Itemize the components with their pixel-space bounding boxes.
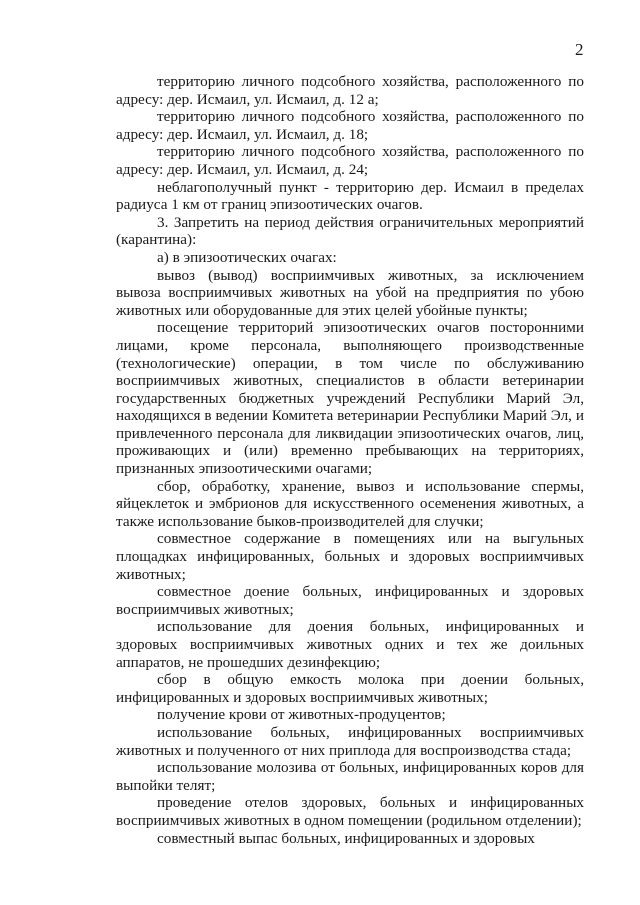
paragraph: а) в эпизоотических очагах: — [157, 248, 337, 266]
paragraph: сбор в общую емкость молока при доении больных, инфицированных и здоровых восприимчивых животных; — [116, 671, 584, 706]
paragraph: проведение отелов здоровых, больных и инфицированных восприимчивых животных в одном помещении (родильном отделении); — [116, 794, 584, 829]
paragraph: территорию личного подсобного хозяйства, расположенного по адресу: дер. Исмаил, ул. Исмаил, д. 18; — [116, 108, 584, 143]
paragraph: 3. Запретить на период действия ограничительных мероприятий (карантина): — [116, 213, 584, 249]
paragraph: использование молозива от больных, инфицированных коров для выпойки телят; — [116, 759, 584, 794]
paragraph: совместное доение больных, инфицированных и здоровых восприимчивых животных; — [116, 583, 584, 618]
paragraph: использование для доения больных, инфицированных и здоровых восприимчивых животных одних и тех же доильных аппаратов, не прошедших дезинфекцию; — [116, 618, 584, 671]
paragraph: совместное содержание в помещениях или на выгульных площадках инфицированных, больных и здоровых восприимчивых животных; — [116, 530, 584, 583]
paragraph: вывоз (вывод) восприимчивых животных, за исключением вывоза восприимчивых животных на убой на предприятия по убою животных или оборудованные для этих целей убойные пункты; — [116, 266, 584, 319]
paragraph: территорию личного подсобного хозяйства, расположенного по адресу: дер. Исмаил, ул. Исмаил, д. 12 а; — [116, 73, 584, 108]
paragraph: получение крови от животных-продуцентов; — [157, 706, 446, 724]
paragraph: посещение территорий эпизоотических очагов посторонними лицами, кроме персонала, выполняющего производственные (технологические) операции, в том числе по обслуживанию восприимчивых животных, специалистов в области ветеринарии государственных бюджетных учреждений Республики Марий Эл, находящихся в ведении Комитета ветеринарии Республики Марий Эл, и привлеченного персонала для ликвидации эпизоотических очагов, лиц, проживающих и (или) временно пребывающих на территориях, признанных эпизоотическими очагами; — [116, 319, 584, 478]
document-body — [116, 73, 584, 847]
paragraph: сбор, обработку, хранение, вывоз и использование спермы, яйцеклеток и эмбрионов для искусственного осеменения животных, а также использование быков-производителей для случки; — [116, 477, 584, 530]
paragraph: совместный выпас больных, инфицированных и здоровых — [157, 829, 535, 847]
page-number: 2 — [575, 40, 584, 59]
paragraph: территорию личного подсобного хозяйства, расположенного по адресу: дер. Исмаил, ул. Исмаил, д. 24; — [116, 143, 584, 178]
paragraph: неблагополучный пункт - территорию дер. Исмаил в пределах радиуса 1 км от границ эпизоотических очагов. — [116, 178, 584, 214]
paragraph: использование больных, инфицированных восприимчивых животных и полученного от них приплода для воспроизводства стада; — [116, 723, 584, 759]
